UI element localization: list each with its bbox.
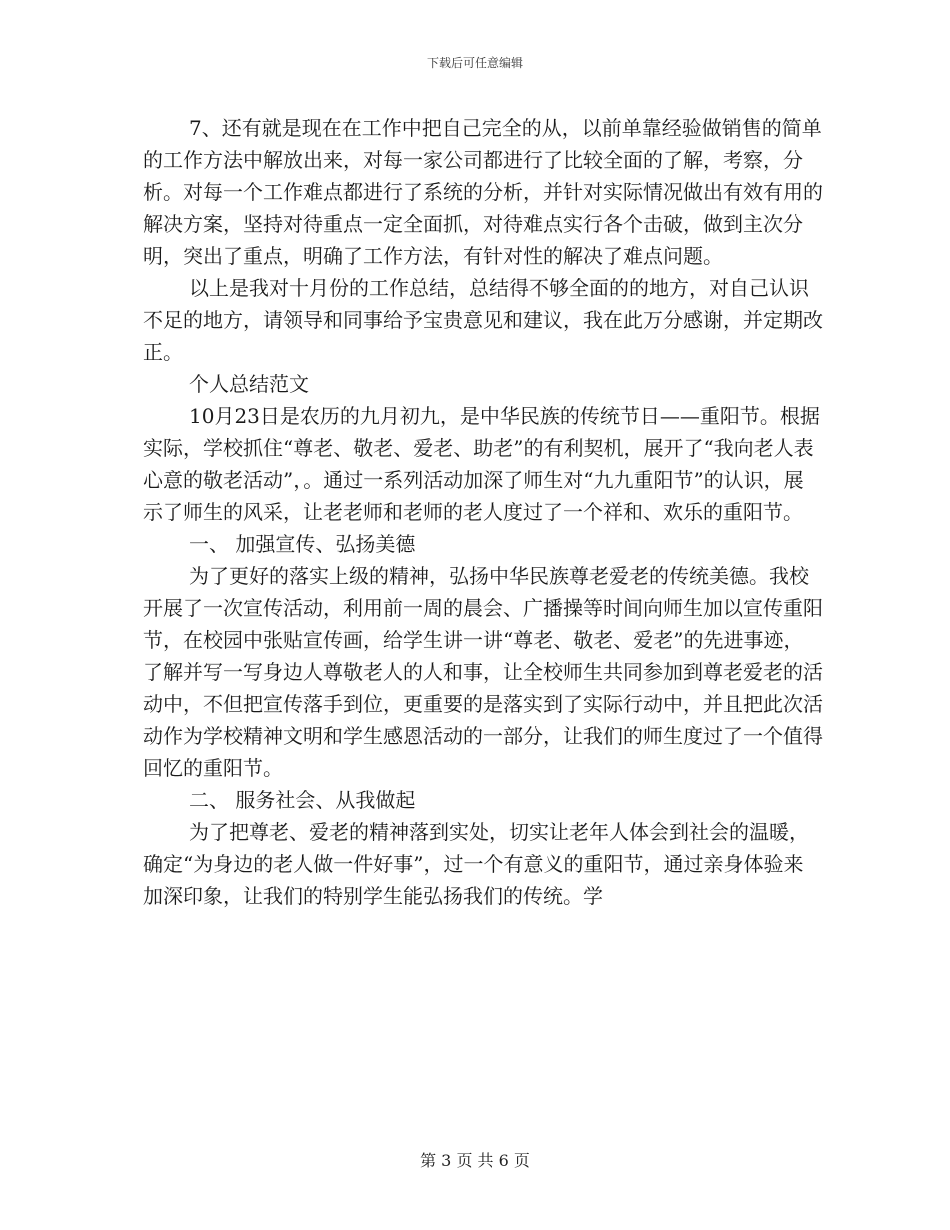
paragraph-summary-closing: 以上是我对十月份的工作总结，总结得不够全面的的地方，对自己认识不足的地方，请领导和同事给予宝贵意见和建议，我在此万分感谢，并定期改正。: [143, 276, 823, 364]
paragraph-intro: 10月23日是农历的九月初九，是中华民族的传统节日——重阳节。根据实际，学校抓住“尊老、敬老、爱老、助老”的有利契机，展开了“我向老人表心意的敬老活动”，。通过一系列活动加深了师生对“九九重阳节”的认识，展示了师生的风采，让老老师和老师的老人度过了一个祥和、欢乐的重阳节。: [143, 404, 820, 524]
paragraph-publicity: 为了更好的落实上级的精神，弘扬中华民族尊老爱老的传统美德。我校开展了一次宣传活动，利用前一周的晨会、广播操等时间向师生加以宣传重阳节，在校园中张贴宣传画，给学生讲一讲“尊老、敬老、爱老”的先进事迹，了解并写一写身边人尊敬老人的人和事，让全校师生共同参加到尊老爱老的活动中，不但把宣传落手到位，更重要的是落实到了实际行动中，并且把此次活动作为学校精神文明和学生感恩活动的一部分，让我们的师生度过了一个值得回忆的重阳节。: [143, 564, 823, 780]
page-header: 下载后可任意编辑: [426, 56, 523, 70]
section-title: 个人总结范文: [189, 372, 309, 396]
heading-2: 二、 服务社会、从我做起: [189, 788, 416, 812]
heading-1: 一、 加强宣传、弘扬美德: [189, 532, 416, 556]
document-body: [143, 112, 823, 912]
page-footer: 第 3 页 共 6 页: [420, 1151, 530, 1170]
paragraph-service: 为了把尊老、爱老的精神落到实处，切实让老年人体会到社会的温暖，确定“为身边的老人做一件好事”，过一个有意义的重阳节，通过亲身体验来加深印象，让我们的特别学生能弘扬我们的传统。学: [143, 820, 809, 908]
paragraph-item-7: 7、还有就是现在在工作中把自己完全的从，以前单靠经验做销售的简单的工作方法中解放出来，对每一家公司都进行了比较全面的了解，考察，分析。对每一个工作难点都进行了系统的分析，并针对实际情况做出有效有用的解决方案，坚持对待重点一定全面抓，对待难点实行各个击破，做到主次分明，突出了重点，明确了工作方法，有针对性的解决了难点问题。: [143, 116, 823, 268]
